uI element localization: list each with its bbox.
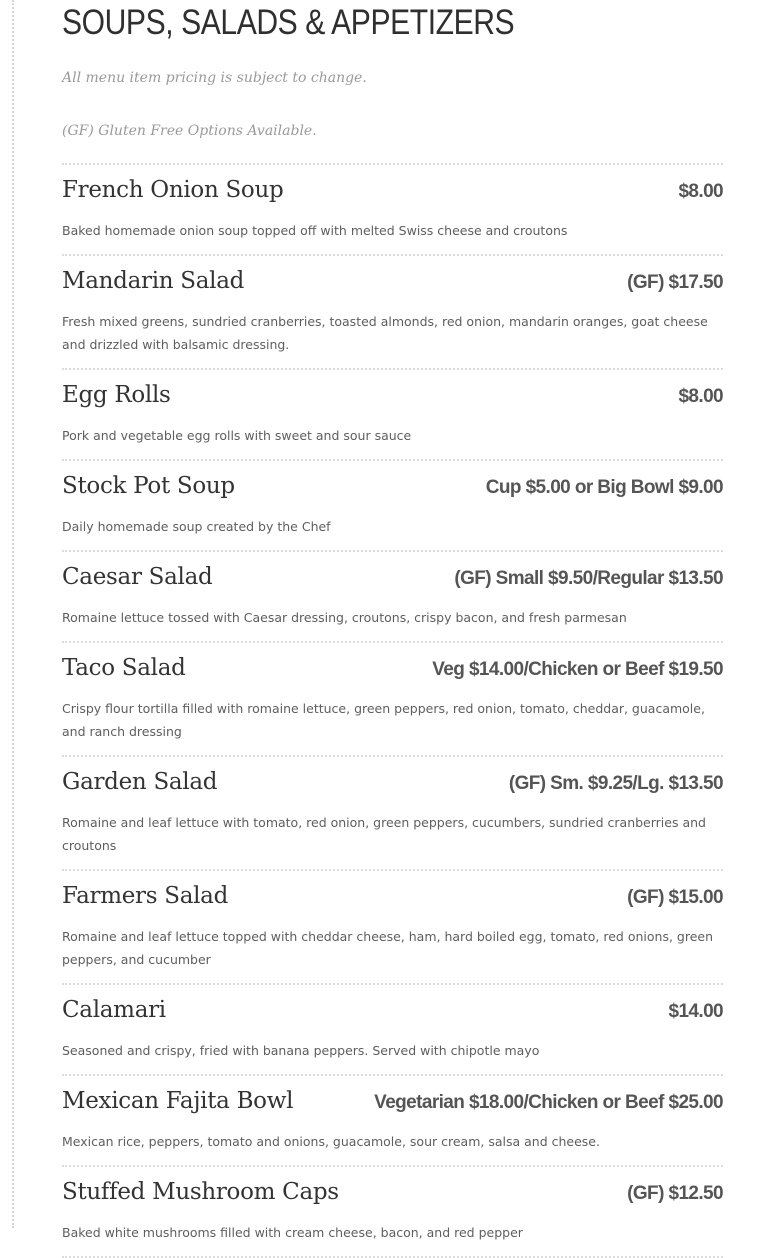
- menu-item-price: Cup $5.00 or Big Bowl $9.00: [485, 477, 723, 498]
- menu-item-price: (GF) Small $9.50/Regular $13.50: [454, 568, 723, 589]
- menu-item-price: (GF) $12.50: [627, 1183, 723, 1204]
- menu-item-taco-salad: [62, 643, 723, 757]
- gluten-free-note: (GF) Gluten Free Options Available.: [62, 123, 317, 139]
- menu-item-name: Stuffed Mushroom Caps: [62, 1179, 339, 1205]
- left-dotted-border: [12, 0, 14, 1228]
- menu-item-description: Seasoned and crispy, fried with banana peppers. Served with chipotle mayo: [62, 1043, 540, 1058]
- menu-item-list: [62, 163, 723, 1258]
- menu-item-description: Baked white mushrooms filled with cream cheese, bacon, and red pepper: [62, 1225, 523, 1240]
- menu-item-price: (GF) $17.50: [627, 272, 723, 293]
- menu-item-egg-rolls: [62, 370, 723, 461]
- menu-item-description: Romaine lettuce tossed with Caesar dressing, croutons, crispy bacon, and fresh parmesan: [62, 610, 627, 625]
- menu-item-french-onion-soup: [62, 165, 723, 256]
- menu-item-name: Caesar Salad: [62, 564, 213, 590]
- menu-item-description: Mexican rice, peppers, tomato and onions, guacamole, sour cream, salsa and cheese.: [62, 1134, 600, 1149]
- menu-section: [62, 0, 723, 1258]
- menu-item-price: $8.00: [678, 181, 723, 202]
- menu-item-description: Romaine and leaf lettuce with tomato, red onion, green peppers, cucumbers, sundried cranberries and croutons: [62, 815, 706, 853]
- menu-item-description: Daily homemade soup created by the Chef: [62, 519, 331, 534]
- menu-item-name: Taco Salad: [62, 655, 186, 681]
- menu-item-calamari: [62, 985, 723, 1076]
- menu-item-name: Garden Salad: [62, 769, 218, 795]
- section-title: SOUPS, SALADS & APPETIZERS: [62, 3, 515, 42]
- menu-item-price: (GF) Sm. $9.25/Lg. $13.50: [508, 773, 723, 794]
- menu-item-description: Pork and vegetable egg rolls with sweet and sour sauce: [62, 428, 412, 443]
- menu-item-price: Vegetarian $18.00/Chicken or Beef $25.00: [374, 1092, 723, 1113]
- menu-item-name: Egg Rolls: [62, 382, 171, 408]
- menu-item-farmers-salad: [62, 871, 723, 985]
- menu-item-name: Mandarin Salad: [62, 268, 245, 294]
- menu-item-price: $8.00: [678, 386, 723, 407]
- menu-item-name: Stock Pot Soup: [62, 473, 235, 499]
- menu-item-description: Romaine and leaf lettuce topped with cheddar cheese, ham, hard boiled egg, tomato, red onions, green peppers, and cucumber: [62, 929, 714, 967]
- pricing-note: All menu item pricing is subject to change.: [62, 70, 367, 86]
- menu-item-name: Calamari: [62, 997, 166, 1023]
- menu-item-name: Farmers Salad: [62, 883, 228, 909]
- menu-item-name: French Onion Soup: [62, 177, 284, 203]
- menu-item-price: (GF) $15.00: [627, 887, 723, 908]
- menu-item-description: Baked homemade onion soup topped off with melted Swiss cheese and croutons: [62, 223, 568, 238]
- menu-item-price: $14.00: [668, 1001, 723, 1022]
- menu-item-garden-salad: [62, 757, 723, 871]
- menu-item-mandarin-salad: [62, 256, 723, 370]
- menu-item-mexican-fajita-bowl: [62, 1076, 723, 1167]
- menu-item-name: Mexican Fajita Bowl: [62, 1088, 294, 1114]
- menu-item-description: Crispy flour tortilla filled with romaine lettuce, green peppers, red onion, tomato, cheddar, guacamole, and ranch dressing: [62, 701, 705, 739]
- menu-item-caesar-salad: [62, 552, 723, 643]
- menu-item-stuffed-mushroom-caps: [62, 1167, 723, 1258]
- menu-item-price: Veg $14.00/Chicken or Beef $19.50: [432, 659, 723, 680]
- menu-item-description: Fresh mixed greens, sundried cranberries, toasted almonds, red onion, mandarin oranges, goat cheese and drizzled with balsamic dressing.: [62, 314, 708, 352]
- menu-item-stock-pot-soup: [62, 461, 723, 552]
